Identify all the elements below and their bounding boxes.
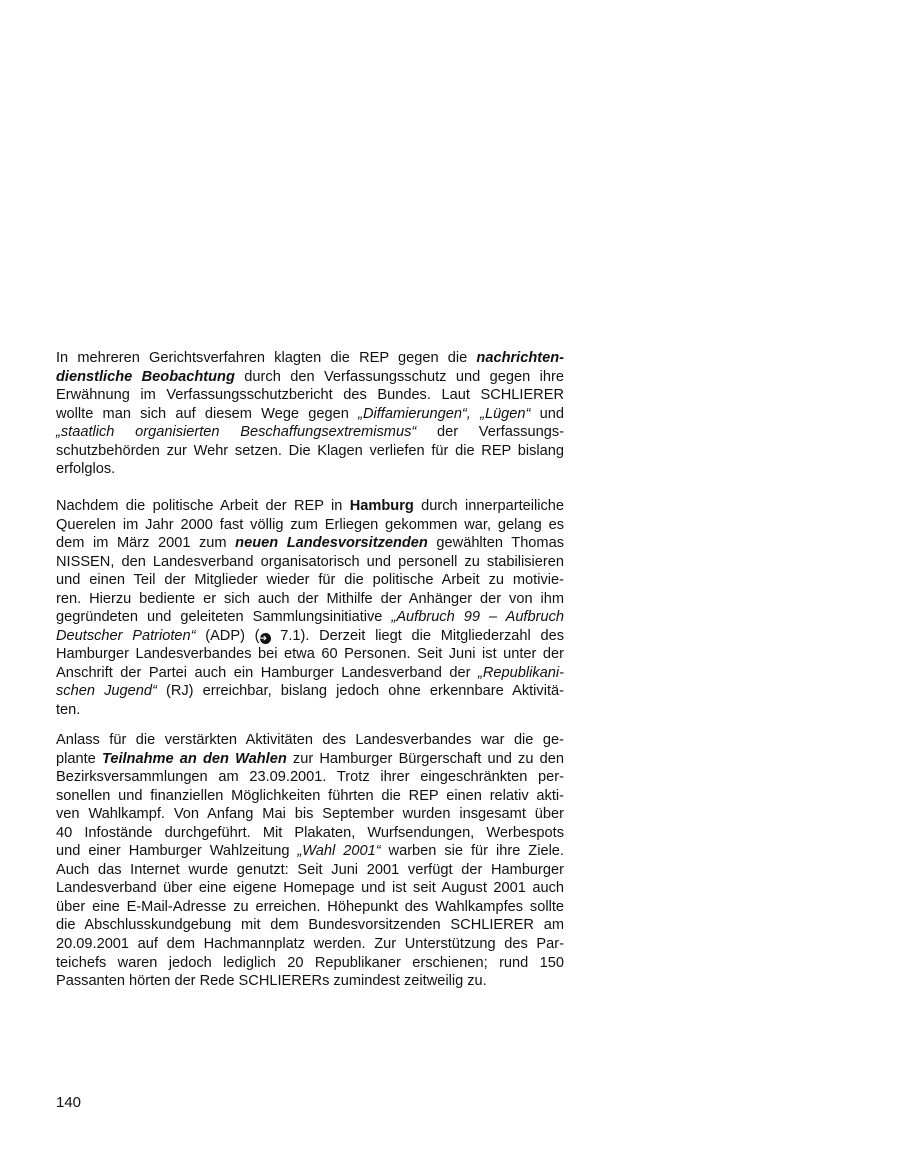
- text-run: Anlass für die verstärkten Aktivitäten des Landesverbandes war die ge-: [56, 732, 564, 748]
- text-line: [56, 645, 564, 664]
- text-run: (RJ) erreichbar, bislang jedoch ohne erkennbare Aktivitä-: [156, 683, 564, 700]
- text-line: [56, 405, 564, 424]
- text-run: und: [530, 405, 564, 422]
- text-run: „Diffamierungen“, „Lügen“: [358, 405, 531, 422]
- text-line: [56, 442, 564, 461]
- text-run: zur Hamburger Bürgerschaft und zu den: [286, 750, 564, 767]
- text-run: über eine E-Mail-Adresse zu erreichen. Höhepunkt des Wahlkampfes sollte: [56, 898, 564, 915]
- text-run: 40 Infostände durchgeführt. Mit Plakaten, Wurfsendungen, Werbespots: [56, 824, 564, 841]
- text-line: [56, 954, 564, 973]
- text-line: [56, 787, 564, 806]
- text-run: Erwähnung im Verfassungsschutzbericht des Bundes. Laut SCHLIERER: [56, 387, 564, 404]
- text-line: [56, 750, 564, 769]
- text-line: [56, 861, 564, 880]
- text-run: ten.: [56, 702, 81, 719]
- text-run: „staatlich organisierten Beschaffungsextremismus“: [56, 424, 417, 441]
- text-run: dem im März 2001 zum: [56, 535, 236, 552]
- text-run: und einer Hamburger Wahlzeitung: [56, 843, 298, 860]
- text-run: warben sie für ihre Ziele.: [380, 843, 564, 860]
- text-line: [56, 805, 564, 824]
- text-run: wollte man sich auf diesem Wege gegen: [56, 405, 359, 422]
- text-run: Bezirksversammlungen am 23.09.2001. Trotz ihrer eingeschränkten per-: [56, 769, 564, 786]
- text-run: Hamburg: [349, 498, 414, 514]
- text-line: [56, 627, 564, 646]
- text-line: [56, 972, 564, 991]
- text-run: sonellen und finanziellen Möglichkeiten führten die REP einen relativ akti-: [56, 787, 564, 804]
- text-line: [56, 824, 564, 843]
- text-run: Deutscher Patrioten“: [56, 627, 196, 644]
- text-run: schen Jugend“: [56, 683, 157, 700]
- text-run: dienstliche Beobachtung: [56, 368, 235, 385]
- text-run: erfolglos.: [56, 461, 116, 478]
- text-line: [56, 497, 564, 516]
- text-line: [56, 460, 564, 479]
- text-run: (ADP) (: [195, 627, 260, 644]
- text-run: „Aufbruch 99 – Aufbruch: [391, 609, 564, 626]
- text-line: [56, 701, 564, 720]
- text-line: [56, 349, 564, 368]
- text-run: Hamburger Landesverbandes bei etwa 60 Personen. Seit Juni ist unter der: [56, 646, 564, 663]
- text-run: In mehreren Gerichtsverfahren klagten die REP gegen die: [56, 350, 477, 366]
- text-run: durch innerparteiliche: [413, 498, 564, 514]
- text-run: schutzbehörden zur Wehr setzen. Die Klagen verliefen für die REP bislang: [56, 442, 564, 459]
- text-line: [56, 731, 564, 750]
- cross-reference-arrow-icon: ➔: [260, 633, 271, 644]
- text-run: der Verfassungs-: [416, 424, 564, 441]
- text-run: ren. Hierzu bediente er sich auch der Mithilfe der Anhänger der von ihm: [56, 590, 564, 607]
- paragraph-court-proceedings: [56, 349, 564, 479]
- text-line: [56, 916, 564, 935]
- text-line: [56, 516, 564, 535]
- text-line: [56, 664, 564, 683]
- text-run: und einen Teil der Mitglieder wieder für die politische Arbeit zu motivie-: [56, 572, 564, 589]
- text-line: [56, 423, 564, 442]
- text-run: Querelen im Jahr 2000 fast völlig zum Erliegen gekommen war, gelang es: [56, 516, 564, 533]
- text-run: gewählten Thomas: [427, 535, 564, 552]
- text-line: [56, 842, 564, 861]
- text-line: [56, 553, 564, 572]
- page-number: 140: [56, 1094, 82, 1111]
- text-run: Teilnahme an den Wahlen: [101, 750, 287, 767]
- text-run: durch den Verfassungsschutz und gegen ihre: [234, 368, 564, 385]
- text-run: neuen Landesvorsitzenden: [235, 535, 428, 552]
- text-line: [56, 571, 564, 590]
- text-run: gegründeten und geleiteten Sammlungsinitiative: [56, 609, 392, 626]
- text-line: [56, 590, 564, 609]
- text-line: [56, 898, 564, 917]
- text-line: [56, 386, 564, 405]
- paragraph-hamburg-association: [56, 497, 564, 720]
- text-line: [56, 534, 564, 553]
- text-run: Auch das Internet wurde genutzt: Seit Juni 2001 verfügt der Hamburger: [56, 861, 564, 878]
- text-run: Passanten hörten der Rede SCHLIERERs zumindest zeitweilig zu.: [56, 973, 487, 990]
- text-line: [56, 682, 564, 701]
- text-run: teichefs waren jedoch lediglich 20 Republikaner erschienen; rund 150: [56, 954, 564, 971]
- text-line: [56, 608, 564, 627]
- text-run: NISSEN, den Landesverband organisatorisch und personell zu stabilisieren: [56, 553, 564, 570]
- text-run: „Republikani-: [478, 664, 564, 681]
- text-run: „Wahl 2001“: [297, 843, 381, 860]
- text-run: ven Wahlkampf. Von Anfang Mai bis September wurden insgesamt über: [56, 806, 564, 823]
- text-run: 7.1). Derzeit liegt die Mitgliederzahl des: [270, 627, 564, 644]
- text-run: Anschrift der Partei auch ein Hamburger Landesverband der: [56, 664, 479, 681]
- text-run: Landesverband über eine eigene Homepage und ist seit August 2001 auch: [56, 880, 564, 897]
- text-line: [56, 935, 564, 954]
- text-run: plante: [56, 750, 102, 767]
- text-run: 20.09.2001 auf dem Hachmannplatz werden. Zur Unterstützung des Par-: [56, 936, 564, 953]
- text-run: die Abschlusskundgebung mit dem Bundesvorsitzenden SCHLIERER am: [56, 917, 564, 934]
- text-line: [56, 879, 564, 898]
- text-run: Nachdem die politische Arbeit der REP in: [56, 498, 350, 514]
- text-line: [56, 768, 564, 787]
- paragraph-election-campaign: [56, 731, 564, 991]
- text-line: [56, 368, 564, 387]
- text-run: nachrichten-: [476, 350, 564, 366]
